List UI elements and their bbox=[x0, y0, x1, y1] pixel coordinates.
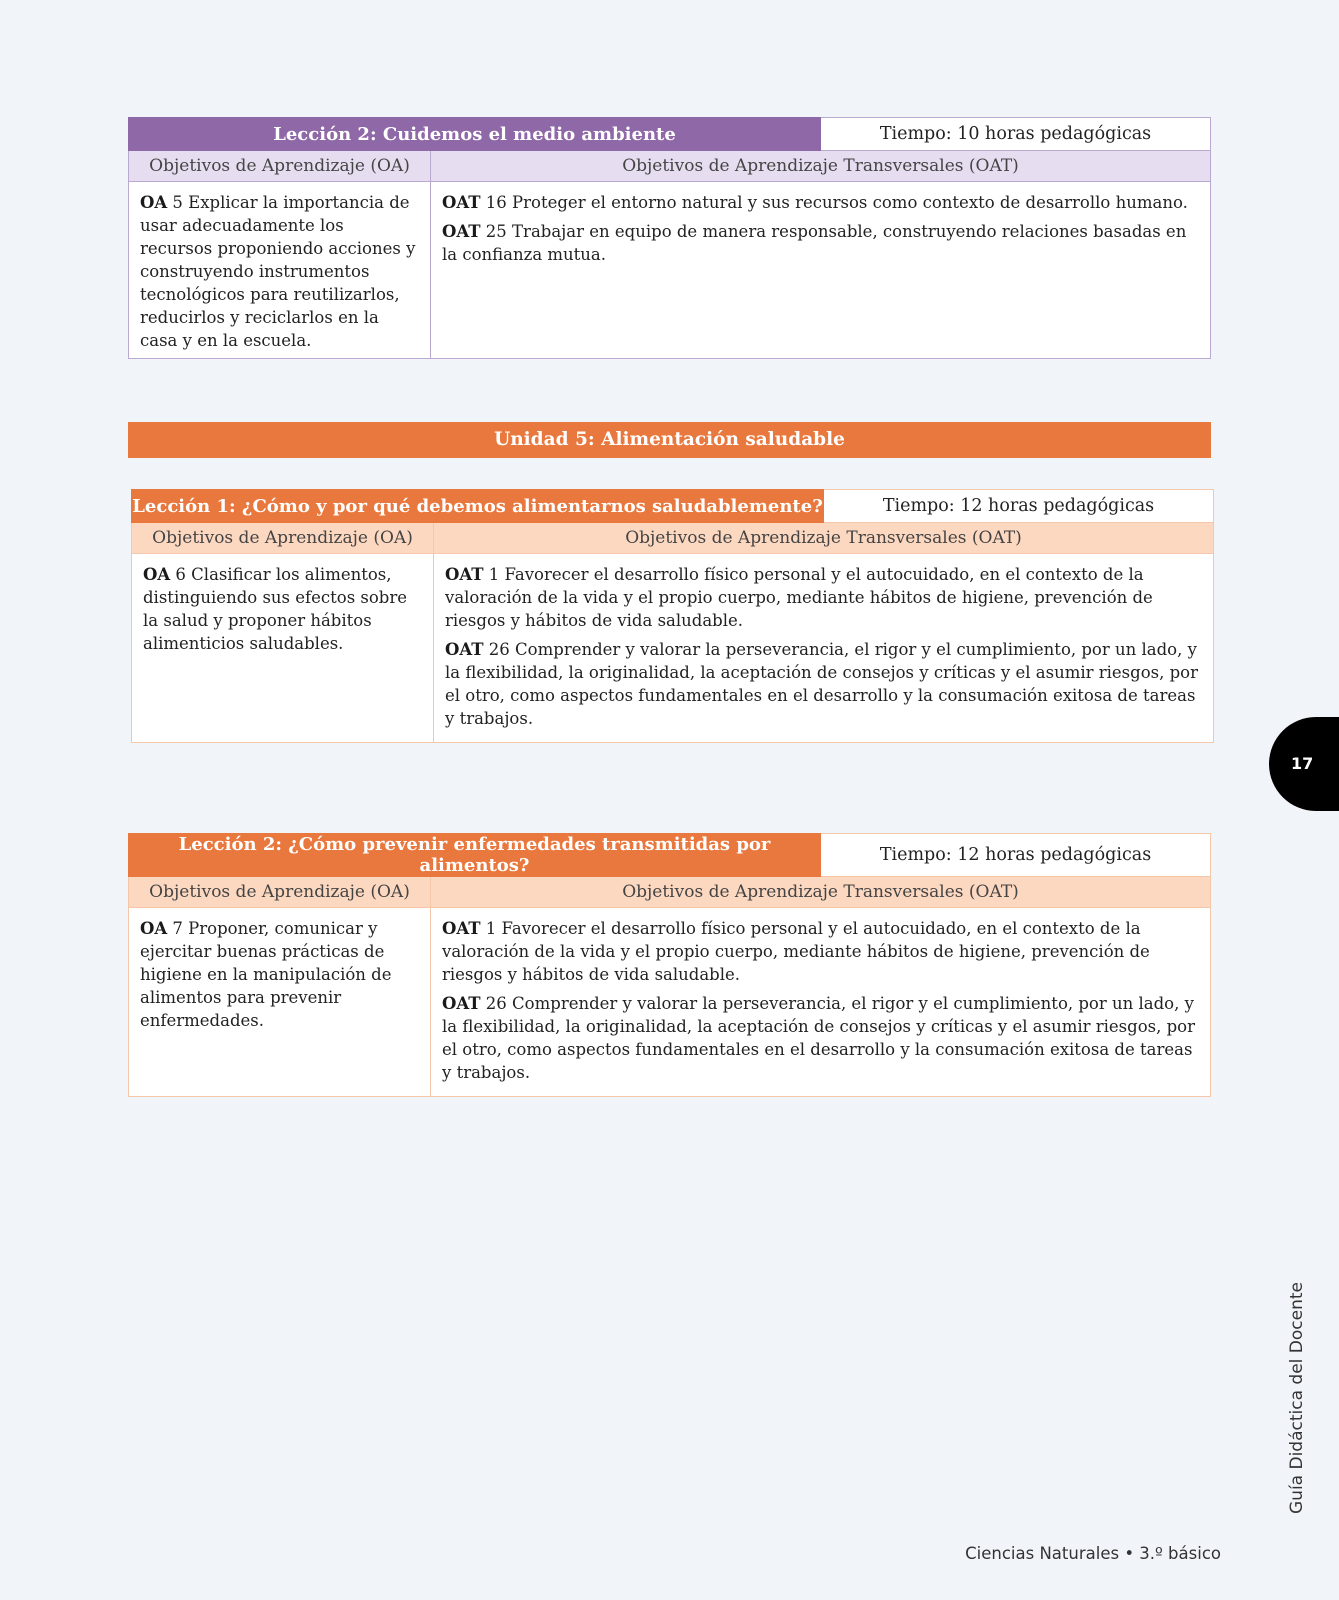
column-header-oat: Objetivos de Aprendizaje Transversales (OAT) bbox=[431, 151, 1211, 182]
oat-code: OAT bbox=[442, 193, 481, 212]
oat-item bbox=[442, 191, 1198, 214]
lesson-title: Lección 2: ¿Cómo prevenir enfermedades transmitidas por alimentos? bbox=[129, 834, 821, 877]
oat-item bbox=[442, 992, 1198, 1084]
oat-code: OAT bbox=[445, 640, 484, 659]
column-header-oa: Objetivos de Aprendizaje (OA) bbox=[129, 151, 431, 182]
oa-code: OA bbox=[140, 193, 168, 212]
column-header-oa: Objetivos de Aprendizaje (OA) bbox=[132, 523, 434, 554]
column-header-oa: Objetivos de Aprendizaje (OA) bbox=[129, 877, 431, 908]
oa-text: 6 Clasificar los alimentos, distinguiendo sus efectos sobre la salud y proponer hábitos alimenticios saludables. bbox=[143, 565, 408, 653]
lesson-time: Tiempo: 12 horas pedagógicas bbox=[821, 834, 1211, 877]
oa-text: 5 Explicar la importancia de usar adecuadamente los recursos proponiendo acciones y construyendo instrumentos tecnológicos para reutilizarlos, reducirlos y reciclarlos en la casa y en la escuela. bbox=[140, 193, 416, 350]
oa-cell bbox=[129, 182, 431, 359]
footer-text: Ciencias Naturales • 3.º básico bbox=[965, 1544, 1221, 1563]
oat-cell bbox=[434, 554, 1214, 743]
oat-text: 16 Proteger el entorno natural y sus recursos como contexto de desarrollo humano. bbox=[480, 193, 1188, 212]
side-label: Guía Didáctica del Docente bbox=[1287, 1282, 1307, 1514]
oa-cell bbox=[132, 554, 434, 743]
oat-code: OAT bbox=[442, 919, 481, 938]
oat-text: 26 Comprender y valorar la perseverancia, el rigor y el cumplimiento, por un lado, y la flexibilidad, la originalidad, la aceptación de consejos y críticas y el asumir riesgos, por el otro, como aspectos fundamentales en el desarrollo y la consumación exitosa de tareas y trabajos. bbox=[445, 640, 1198, 728]
oat-code: OAT bbox=[442, 222, 481, 241]
unit-title-bar: Unidad 5: Alimentación saludable bbox=[128, 422, 1211, 458]
oa-cell bbox=[129, 908, 431, 1097]
oat-item bbox=[442, 220, 1198, 266]
lesson-title: Lección 1: ¿Cómo y por qué debemos alimentarnos saludablemente? bbox=[132, 490, 824, 523]
oat-text: 25 Trabajar en equipo de manera responsable, construyendo relaciones basadas en la confianza mutua. bbox=[442, 222, 1187, 264]
oat-item bbox=[442, 917, 1198, 986]
lesson-time: Tiempo: 12 horas pedagógicas bbox=[824, 490, 1214, 523]
page-number-tab bbox=[1269, 717, 1339, 811]
lesson-table-2 bbox=[128, 833, 1211, 1097]
oa-text: 7 Proponer, comunicar y ejercitar buenas prácticas de higiene en la manipulación de alimentos para prevenir enfermedades. bbox=[140, 919, 392, 1030]
oat-text: 1 Favorecer el desarrollo físico personal y el autocuidado, en el contexto de la valoración de la vida y el propio cuerpo, mediante hábitos de higiene, prevención de riesgos y hábitos de vida saludable. bbox=[445, 565, 1153, 630]
oat-code: OAT bbox=[445, 565, 484, 584]
oat-text: 1 Favorecer el desarrollo físico personal y el autocuidado, en el contexto de la valoración de la vida y el propio cuerpo, mediante hábitos de higiene, prevención de riesgos y hábitos de vida saludable. bbox=[442, 919, 1150, 984]
oat-text: 26 Comprender y valorar la perseverancia, el rigor y el cumplimiento, por un lado, y la flexibilidad, la originalidad, la aceptación de consejos y críticas y el asumir riesgos, por el otro, como aspectos fundamentales en el desarrollo y la consumación exitosa de tareas y trabajos. bbox=[442, 994, 1195, 1082]
page-number: 17 bbox=[1291, 754, 1314, 773]
oat-code: OAT bbox=[442, 994, 481, 1013]
oa-code: OA bbox=[143, 565, 171, 584]
lesson-title: Lección 2: Cuidemos el medio ambiente bbox=[129, 118, 821, 151]
lesson-table-1 bbox=[131, 489, 1214, 743]
column-header-oat: Objetivos de Aprendizaje Transversales (OAT) bbox=[431, 877, 1211, 908]
oat-item bbox=[445, 638, 1201, 730]
oat-cell bbox=[431, 182, 1211, 359]
lesson-time: Tiempo: 10 horas pedagógicas bbox=[821, 118, 1211, 151]
column-header-oat: Objetivos de Aprendizaje Transversales (OAT) bbox=[434, 523, 1214, 554]
oat-item bbox=[445, 563, 1201, 632]
lesson-table-environment bbox=[128, 117, 1211, 359]
oat-cell bbox=[431, 908, 1211, 1097]
oa-code: OA bbox=[140, 919, 168, 938]
